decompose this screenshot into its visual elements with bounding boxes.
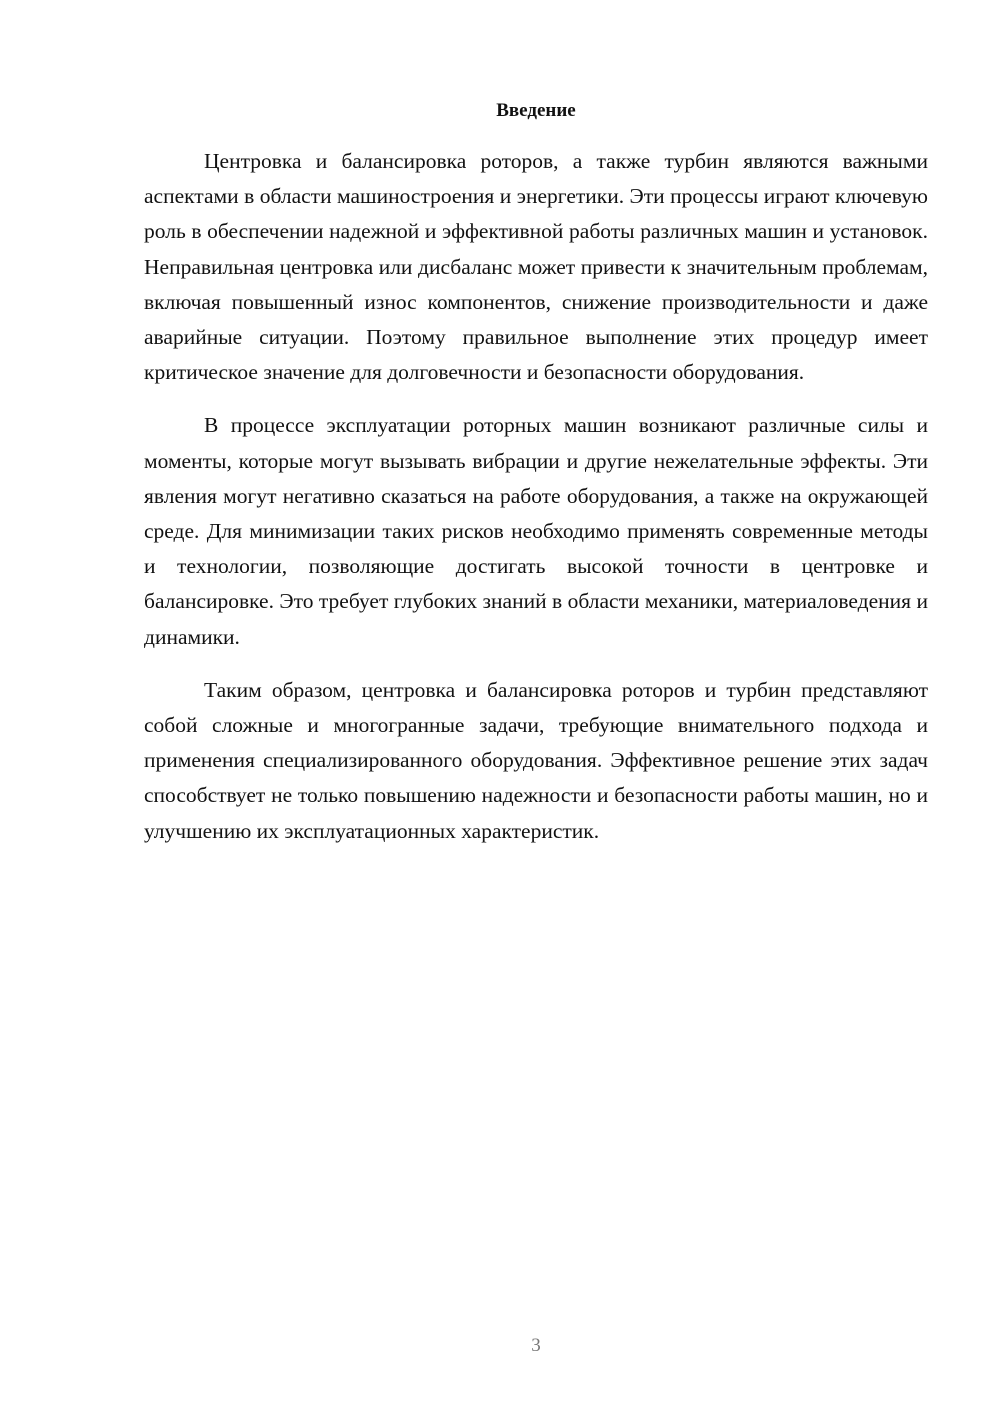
paragraph-1: Центровка и балансировка роторов, а также турбин являются важными аспектами в области машиностроения и энергетики. Эти процессы играют ключевую роль в обеспечении надежной и эффективной работы различных машин и установок. Неправильная центровка или дисбаланс может привести к значительным проблемам, включая повышенный износ компонентов, снижение производительности и даже аварийные ситуации. Поэтому правильное выполнение этих процедур имеет критическое значение для долговечности и безопасности оборудования. xyxy=(144,149,928,385)
section-heading: Введение xyxy=(496,100,576,121)
page-number: 3 xyxy=(531,1335,541,1356)
body-text xyxy=(144,144,928,849)
paragraph-3: Таким образом, центровка и балансировка роторов и турбин представляют собой сложные и многогранные задачи, требующие внимательного подхода и применения специализированного оборудования. Эффективное решение этих задач способствует не только повышению надежности и безопасности работы машин, но и улучшению их эксплуатационных характеристик. xyxy=(144,677,928,843)
paragraph-2: В процессе эксплуатации роторных машин возникают различные силы и моменты, которые могут вызывать вибрации и другие нежелательные эффекты. Эти явления могут негативно сказаться на работе оборудования, а также на окружающей среде. Для минимизации таких рисков необходимо применять современные методы и технологии, позволяющие достигать высокой точности в центровке и балансировке. Это требует глубоких знаний в области механики, материаловедения и динамики. xyxy=(144,413,928,649)
